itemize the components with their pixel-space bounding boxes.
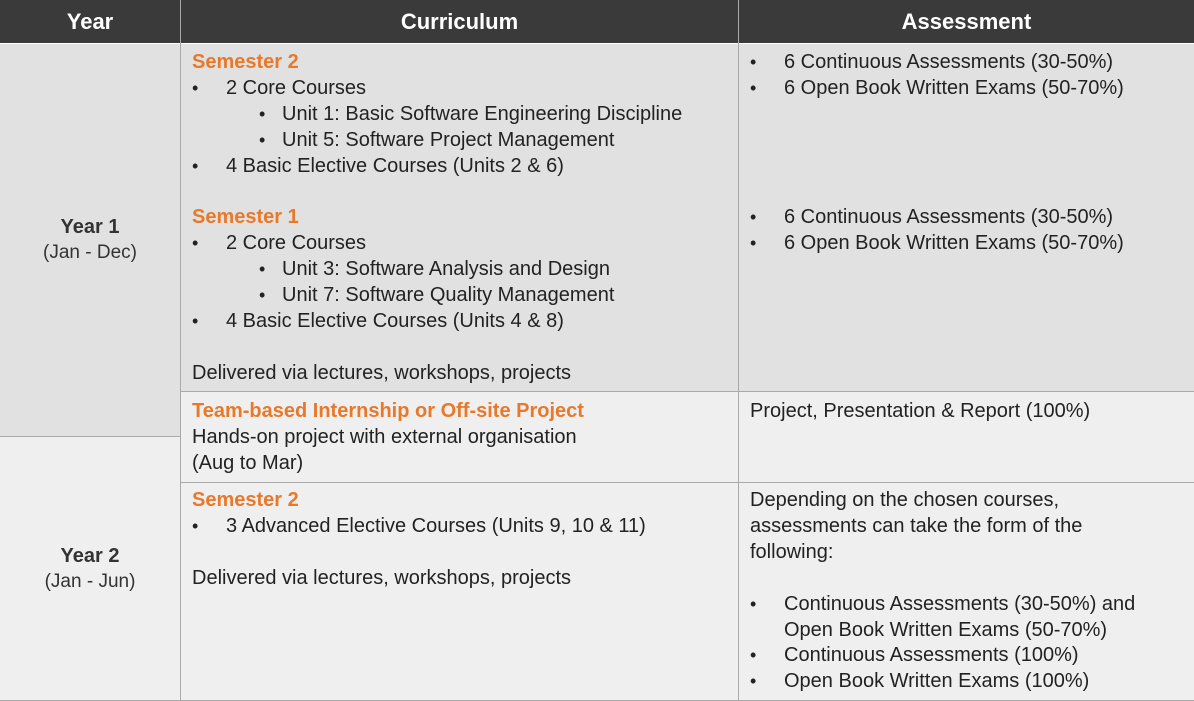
bullet: •: [192, 233, 199, 253]
bullet: •: [192, 156, 199, 176]
assessment-item: 6 Open Book Written Exams (50-70%): [784, 232, 1124, 254]
bullet: •: [750, 594, 757, 614]
core-courses-item: 2 Core Courses: [226, 77, 367, 99]
internship-period: (Aug to Mar): [192, 452, 304, 474]
bullet: •: [750, 233, 757, 253]
bullet: •: [259, 285, 266, 305]
unit-item: Unit 3: Software Analysis and Design: [282, 258, 610, 280]
assessment-item: 6 Open Book Written Exams (50-70%): [784, 77, 1124, 99]
header-year: Year: [0, 0, 180, 43]
header-curriculum: Curriculum: [181, 0, 738, 43]
bullet: •: [259, 259, 266, 279]
year1-title: Year 1: [60, 216, 120, 238]
elective-courses-item: 4 Basic Elective Courses (Units 4 & 8): [226, 310, 564, 332]
assessment-intro: Depending on the chosen courses,: [750, 489, 1060, 511]
grid-line: [738, 0, 739, 701]
grid-line: [181, 482, 1194, 483]
unit-item: Unit 7: Software Quality Management: [282, 284, 615, 306]
year2-title: Year 2: [60, 545, 120, 567]
advanced-electives-item: 3 Advanced Elective Courses (Units 9, 10 & 11): [226, 515, 646, 537]
elective-courses-item: 4 Basic Elective Courses (Units 2 & 6): [226, 155, 564, 177]
delivery-note: Delivered via lectures, workshops, projects: [192, 567, 572, 589]
bullet: •: [259, 104, 266, 124]
internship-description: Hands-on project with external organisation: [192, 426, 577, 448]
core-courses-item: 2 Core Courses: [226, 232, 367, 254]
grid-line: [181, 391, 1194, 392]
bullet: •: [750, 78, 757, 98]
internship-assessment: Project, Presentation & Report (100%): [750, 400, 1091, 422]
bullet: •: [750, 671, 757, 691]
header-assessment: Assessment: [739, 0, 1194, 43]
assessment-item: Open Book Written Exams (100%): [784, 670, 1090, 692]
bullet: •: [259, 130, 266, 150]
year2-semester2-heading: Semester 2: [192, 489, 299, 511]
year2-label: [0, 437, 180, 701]
unit-item: Unit 5: Software Project Management: [282, 129, 615, 151]
assessment-intro: assessments can take the form of the: [750, 515, 1083, 537]
bullet: •: [750, 52, 757, 72]
bullet: •: [750, 207, 757, 227]
year1-label: [0, 44, 180, 436]
assessment-item-continued: Open Book Written Exams (50-70%): [784, 619, 1108, 641]
unit-item: Unit 1: Basic Software Engineering Discipline: [282, 103, 683, 125]
semester1-heading: Semester 1: [192, 206, 299, 228]
assessment-item: Continuous Assessments (100%): [784, 644, 1079, 666]
bullet: •: [192, 516, 199, 536]
delivery-note: Delivered via lectures, workshops, projects: [192, 362, 572, 384]
assessment-item: 6 Continuous Assessments (30-50%): [784, 51, 1114, 73]
bullet: •: [192, 311, 199, 331]
year2-range: (Jan - Jun): [44, 571, 136, 592]
grid-line: [180, 0, 181, 701]
year1-range: (Jan - Dec): [43, 242, 137, 263]
semester2-heading: Semester 2: [192, 51, 299, 73]
assessment-intro: following:: [750, 541, 834, 563]
bullet: •: [192, 78, 199, 98]
internship-heading: Team-based Internship or Off-site Project: [192, 400, 584, 422]
assessment-item: 6 Continuous Assessments (30-50%): [784, 206, 1114, 228]
bullet: •: [750, 645, 757, 665]
assessment-item: Continuous Assessments (30-50%) and: [784, 593, 1136, 615]
